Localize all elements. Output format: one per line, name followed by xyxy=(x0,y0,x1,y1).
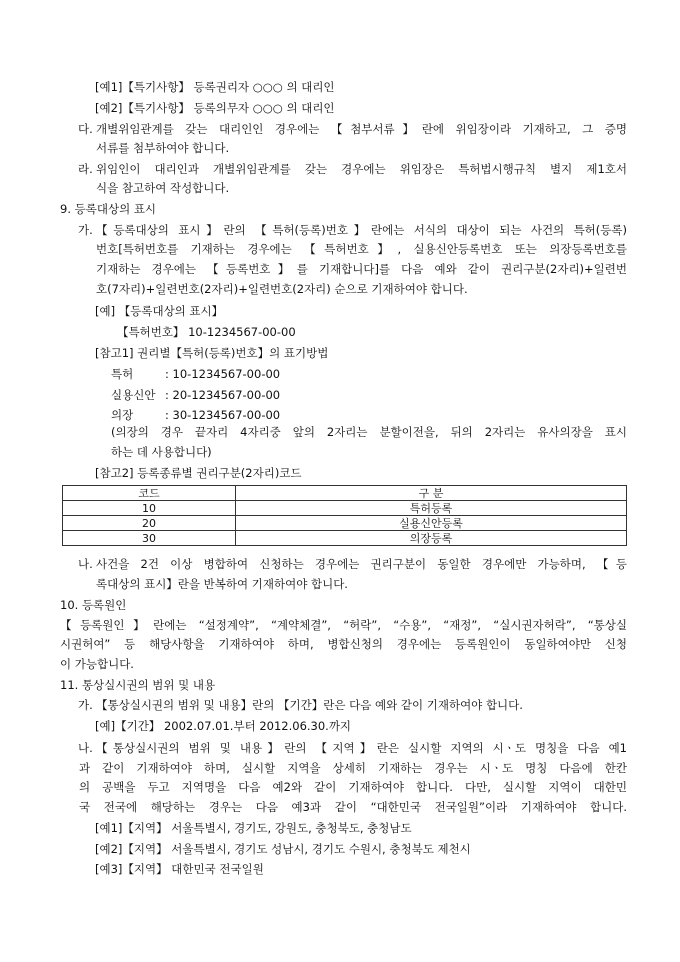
code-cell: 30 xyxy=(63,531,236,546)
code-column-header: 코드 xyxy=(63,486,236,501)
example-label: [예] 【등록대상의 표시】 xyxy=(95,304,224,318)
item-ra-text-1: 위임인이 대리인과 개별위임관계를 갖는 경우에는 위임장은 특허법시행규칙 별지 제1호서 xyxy=(96,162,627,176)
item-na2-marker: 나. xyxy=(78,741,93,755)
table-header-row xyxy=(63,486,627,501)
item-na-text-2: 록대상의 표시】란을 반복하여 기재하여야 합니다. xyxy=(96,577,348,591)
item-na2-text-4: 국 전국에 해당하는 경우는 다음 예3과 같이 “대한민국 전국일원”이라 기재하여야 합니다. xyxy=(79,800,627,814)
item-na-marker: 나. xyxy=(78,557,93,571)
table-row xyxy=(63,516,627,531)
item-na2-text-2: 과 같이 기재하여야 하며, 실시할 지역을 상세히 기재하는 경우는 시ㆍ도 명칭 다음에 한칸 xyxy=(79,761,627,775)
example-period: [예]【기간】 2002.07.01.부터 2012.06.30.까지 xyxy=(95,719,352,733)
rights-code-table xyxy=(62,485,627,546)
reference-2-heading: [참고2] 등록종류별 권리구분(2자리)코드 xyxy=(95,466,302,480)
example-1-line: [예1]【특기사항】 등록권리자 ○○○ 의 대리인 xyxy=(95,80,335,94)
category-column-header: 구 분 xyxy=(236,486,627,501)
region-example-2: [예2]【지역】 서울특별시, 경기도 성남시, 경기도 수원시, 충청북도 제천시 xyxy=(95,842,471,856)
item-ga2-text: 【통상실시권의 범위 및 내용】란의 【기간】란은 다음 예와 같이 기재하여야 합니다. xyxy=(96,698,523,712)
item-da-text-1: 개별위임관계를 갖는 대리인인 경우에는 【첨부서류】란에 위임장이라 기재하고, 그 증명 xyxy=(96,122,627,136)
design-label: 의장 xyxy=(111,408,134,422)
section-10-heading: 10. 등록원인 xyxy=(60,598,127,612)
item-ga-text-2: 번호[특허번호를 기재하는 경우에는 【특허번호】, 실용신안등록번호 또는 의장등록번호를 xyxy=(96,242,627,256)
item-na-text-1: 사건을 2건 이상 병합하여 신청하는 경우에는 권리구분이 동일한 경우에만 가능하며, 【등 xyxy=(96,557,627,571)
section-10-text-3: 이 가능합니다. xyxy=(60,657,134,671)
utility-label: 실용신안 xyxy=(111,388,156,402)
item-ra-text-2: 식을 참고하여 작성합니다. xyxy=(96,181,230,195)
item-da-marker: 다. xyxy=(78,122,93,136)
item-ga-text-4: 호(7자리)+일련번호(2자리)+일련번호(2자리) 순으로 기재하여야 합니다. xyxy=(96,282,468,296)
section-9-heading: 9. 등록대상의 표시 xyxy=(60,202,157,216)
design-format: : 30-1234567-00-00 xyxy=(165,408,281,422)
item-na2-text-3: 의 공백을 두고 지역명을 다음 예2와 같이 기재하여야 합니다. 다만, 실시할 지역이 대한민 xyxy=(79,780,627,794)
item-ga-marker: 가. xyxy=(78,223,93,237)
patent-label: 특허 xyxy=(111,367,134,381)
category-cell: 실용신안등록 xyxy=(236,516,627,531)
code-cell: 20 xyxy=(63,516,236,531)
item-ga-text-1: 【등록대상의 표시】란의 【특허(등록)번호】란에는 서식의 대상이 되는 사건의 특허(등록) xyxy=(96,223,627,237)
patent-format: : 10-1234567-00-00 xyxy=(165,367,281,381)
example-2-line: [예2]【특기사항】 등록의무자 ○○○ 의 대리인 xyxy=(95,101,335,115)
category-cell: 특허등록 xyxy=(236,501,627,516)
section-10-text-1: 【등록원인】란에는 “설정계약”, “계약체결”, “허락”, “수용”, “재정”, “실시권자허락”, “통상실 xyxy=(60,618,627,632)
code-cell: 10 xyxy=(63,501,236,516)
table-row xyxy=(63,531,627,546)
region-example-3: [예3]【지역】 대한민국 전국일원 xyxy=(95,862,264,876)
section-10-text-2: 시권허여” 등 해당사항을 기재하여야 하며, 병합신청의 경우에는 등록원인이 동일하여야만 신청 xyxy=(60,637,627,651)
design-note-2: 하는 데 사용합니다) xyxy=(111,445,212,459)
item-ra-marker: 라. xyxy=(78,162,93,176)
table-row xyxy=(63,501,627,516)
item-ga2-marker: 가. xyxy=(78,698,93,712)
utility-format: : 20-1234567-00-00 xyxy=(165,388,281,402)
category-cell: 의장등록 xyxy=(236,531,627,546)
example-patent-number: 【특허번호】 10-1234567-00-00 xyxy=(117,325,296,339)
section-11-heading: 11. 통상실시권의 범위 및 내용 xyxy=(60,678,216,692)
design-note-1: (의장의 경우 끝자리 4자리중 앞의 2자리는 분할이전을, 뒤의 2자리는 유사의장을 표시 xyxy=(111,425,627,439)
reference-1-heading: [참고1] 권리별【특허(등록)번호】의 표기방법 xyxy=(95,346,329,360)
item-na2-text-1: 【통상실시권의 범위 및 내용】란의 【지역】란은 실시할 지역의 시ㆍ도 명칭을 다음 예1 xyxy=(96,741,627,755)
region-example-1: [예1]【지역】 서울특별시, 경기도, 강원도, 충청북도, 충청남도 xyxy=(95,821,412,835)
item-da-text-2: 서류를 첨부하여야 합니다. xyxy=(96,141,230,155)
item-ga-text-3: 기재하는 경우에는 【등록번호】를 기재합니다]를 다음 예와 같이 권리구분(2자리)+일련번 xyxy=(96,262,627,276)
